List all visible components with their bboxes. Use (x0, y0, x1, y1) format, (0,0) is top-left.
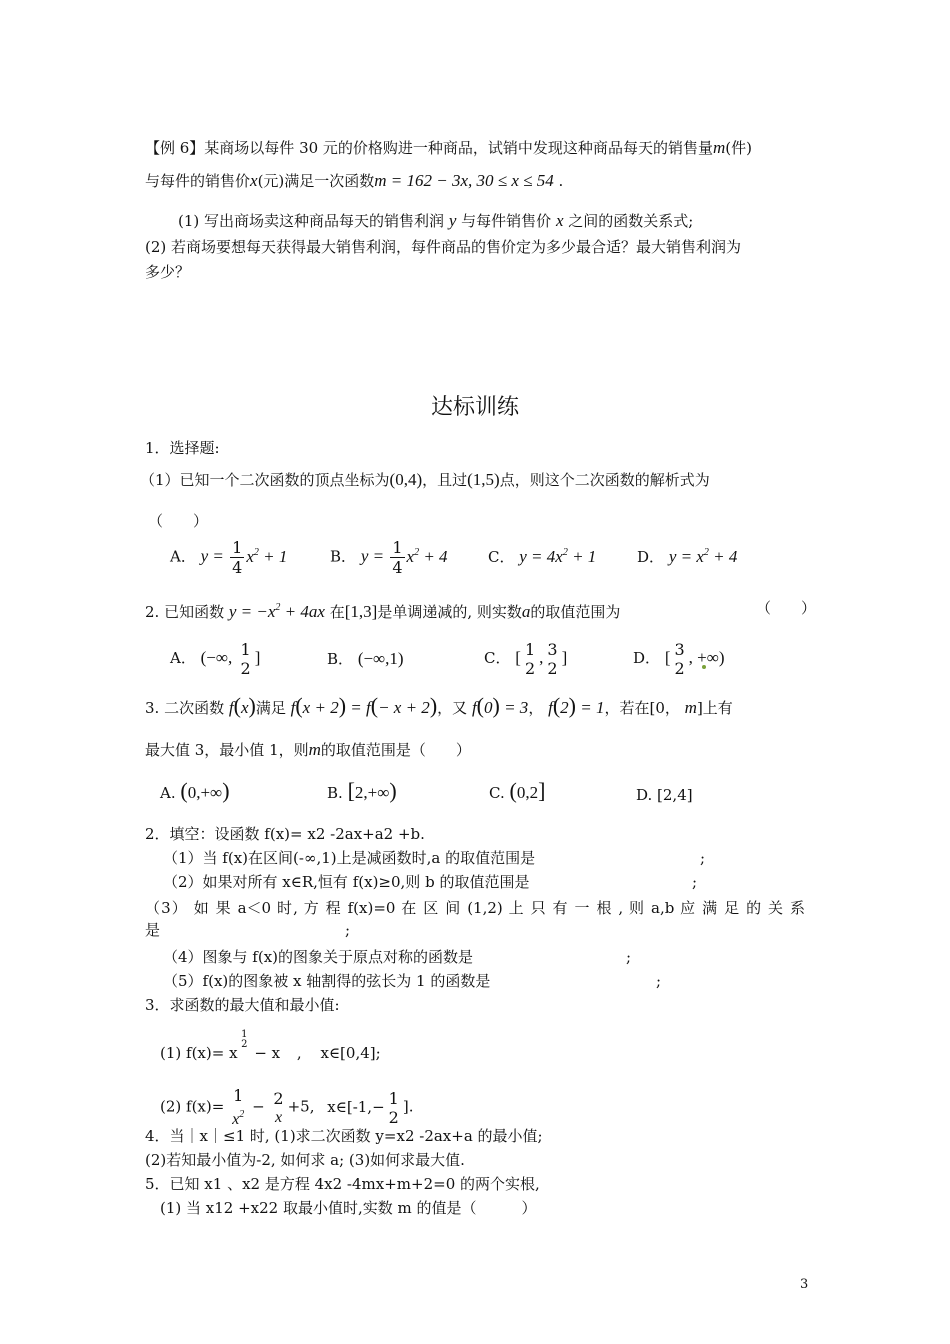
s1-p2-option-a: A． (−∞, 1 2 ] (170, 640, 261, 678)
option-label: A. (160, 784, 176, 802)
problem-text: 的取值范围为 (530, 603, 621, 621)
var-x: x (250, 171, 258, 190)
s4-line1: 4．当｜x｜≤1 时, (1)求二次函数 y=x2 -2ax+a 的最小值; (145, 1127, 543, 1145)
s1-p3-option-c: C. (0,2] (489, 778, 546, 803)
page-number: 3 (800, 1277, 809, 1292)
function-text: +5, (287, 1097, 315, 1116)
problem-text: （1）已知一个二次函数的顶点坐标为 (140, 471, 390, 489)
option-label: C． (488, 548, 515, 566)
s2-heading: 2．填空：设函数 f(x)= x2 -2ax+a2 +b. (145, 825, 425, 843)
example6-question2: (2) 若商场要想每天获得最大销售利润，每件商品的售价定为多少最合适？最大销售利润为 (145, 238, 742, 256)
problem-text: ， (528, 699, 544, 717)
s1-p1-option-a: A． y = $\frac{1}{4}$ $x^2 + 1$ (170, 538, 288, 577)
question-text: 之间的函数关系式; (568, 212, 694, 230)
function-text: (2) f(x)= (160, 1097, 225, 1116)
section-title: 达标训练 (430, 395, 519, 420)
function-text: x∈[-1,− (327, 1097, 385, 1116)
example6-question1 (178, 211, 693, 231)
problem-text: 最大值 3，最小值 1，则 (145, 741, 309, 759)
s1-p1-option-c: C． $y = 4x^2 + 1$ (488, 547, 597, 566)
example6-question2-cont: 多少？ (145, 263, 191, 281)
problem-text: 2. 已知函数 (145, 603, 225, 621)
problem-text: 3. 二次函数 (145, 699, 225, 717)
option-label: D． (633, 649, 661, 667)
var-m: m (308, 740, 321, 759)
s1-problem3: 3. 二次函数 f(x)满足 f(x + 2) = f(− x + 2)，又 f(0) = 3， f(2) = 1，若在[0， m]上有 (145, 693, 733, 718)
s2-item3-semi: ; (345, 921, 351, 939)
problem-text: ，若在[0， (604, 699, 680, 717)
problem-text: 的取值范围是（ ） (320, 741, 471, 759)
s1-heading: 1．选择题: (145, 439, 220, 457)
s2-item1-semi: ; (700, 849, 706, 867)
var-m: m (684, 698, 697, 717)
option-label: A． (170, 547, 196, 566)
point-coord: (1,5) (467, 470, 500, 489)
problem-text: ]上有 (696, 699, 733, 717)
problem-text: 点，则这个二次函数的解析式为 (499, 471, 710, 489)
var-x: x (555, 211, 564, 230)
s3-function1: (1) f(x)= x 1 2 − x , x∈[0,4]; (160, 1029, 381, 1062)
example6-text: (件) (725, 139, 752, 157)
s1-p2-option-b: B． (−∞,1) (327, 649, 404, 668)
problem-text: 在 (329, 603, 345, 621)
option-label: C． (484, 649, 511, 667)
s4-line2: (2)若知最小值为-2, 如何求 a; (3)如何求最大值. (145, 1151, 465, 1169)
s3-function2: (2) f(x)= 1 $x^2$ − 2 x +5, x∈[-1,− 1 2 ]. (160, 1086, 414, 1128)
s1-p1-paren: （ ） (148, 512, 209, 530)
s2-item3: （3） 如 果 a＜0 时, 方 程 f(x)=0 在 区 间 (1,2) 上 只 有 一 根 , 则 a,b 应 满 足 的 关 系 (145, 899, 805, 917)
s1-p1-option-d: D． $y = x^2 + 4$ (637, 547, 738, 566)
var-m: m (712, 138, 726, 157)
s1-p3-option-a: A. (0,+∞) (160, 778, 230, 803)
s2-item5: （5）f(x)的图象被 x 轴割得的弦长为 1 的函数是 (163, 972, 491, 990)
example6-text: 【例 6】某商场以每件 30 元的价格购进一种商品，试销中发现这种商品每天的销售量 (145, 139, 713, 157)
var-a: a (521, 602, 531, 621)
question-text: 与每件销售价 (461, 212, 552, 230)
s2-item3-cont: 是 (145, 921, 161, 939)
problem-text: ，又 (437, 699, 468, 717)
s2-item5-semi: ; (656, 972, 662, 990)
s2-item1: （1）当 f(x)在区间(-∞,1)上是减函数时,a 的取值范围是 (163, 849, 536, 867)
problem-text: ，且过 (422, 471, 468, 489)
s1-p2-paren: （ ） (756, 599, 817, 617)
s2-item2: （2）如果对所有 x∈R,恒有 f(x)≥0,则 b 的取值范围是 (163, 873, 530, 891)
s5-line1: 5．已知 x1 、x2 是方程 4x2 -4mx+m+2=0 的两个实根, (145, 1175, 540, 1193)
vertex-coord: (0,4) (389, 470, 423, 489)
example6-line2: 与每件的销售价x(元)满足一次函数m = 162 − 3x, 30 ≤ x ≤ 54 . (145, 171, 564, 190)
s2-item4-semi: ; (626, 948, 632, 966)
example6-line1 (145, 138, 752, 158)
option-label: B． (330, 547, 357, 566)
s5-line2: (1) 当 x12 +x22 取最小值时,实数 m 的值是（ ） (160, 1199, 537, 1217)
question-text: (1) 写出商场卖这种商品每天的销售利润 (178, 212, 445, 230)
s2-item2-semi: ; (692, 873, 698, 891)
linear-function-formula: m = 162 − 3x, 30 ≤ x ≤ 54 (374, 171, 554, 190)
example6-text: 与每件的销售价 (145, 172, 251, 190)
s1-p1-option-b: B． y = $\frac{1}{4}$ $x^2 + 4$ (330, 538, 448, 577)
s1-p3-option-d: D. [2,4] (636, 786, 693, 804)
function-text: x∈[0,4]; (320, 1044, 381, 1062)
option-label: D． (637, 548, 665, 566)
option-label: C. (489, 784, 505, 802)
option-label: B． (327, 650, 354, 668)
s3-heading: 3．求函数的最大值和最小值: (145, 996, 340, 1014)
s1-problem3-cont (145, 740, 471, 760)
s1-problem1 (140, 470, 710, 490)
option-label: B. (327, 784, 343, 802)
example6-text: (元)满足一次函数 (257, 172, 375, 190)
s1-p2-option-c: C． [ 1 2 , 3 2 ] (484, 640, 568, 678)
problem-text: 满足 (255, 699, 286, 717)
function-text: (1) f(x)= (160, 1044, 225, 1062)
s2-item4: （4）图象与 f(x)的图象关于原点对称的函数是 (163, 948, 474, 966)
s1-problem2: 2. 已知函数 $y = -x^2 + 4ax$ 在[1,3]是单调递减的, 则实数a的取值范围为 (145, 602, 621, 621)
interval: [1,3] (344, 602, 378, 621)
problem-text: 是单调递减的, 则实数 (377, 603, 522, 621)
s1-p2-option-d: D． [ 3 2 , +∞) (633, 640, 725, 678)
s1-p3-option-b: B. [2,+∞) (327, 778, 397, 803)
var-y: y (448, 211, 457, 230)
function-text: ]. (402, 1097, 414, 1116)
option-label: A． (170, 649, 196, 667)
